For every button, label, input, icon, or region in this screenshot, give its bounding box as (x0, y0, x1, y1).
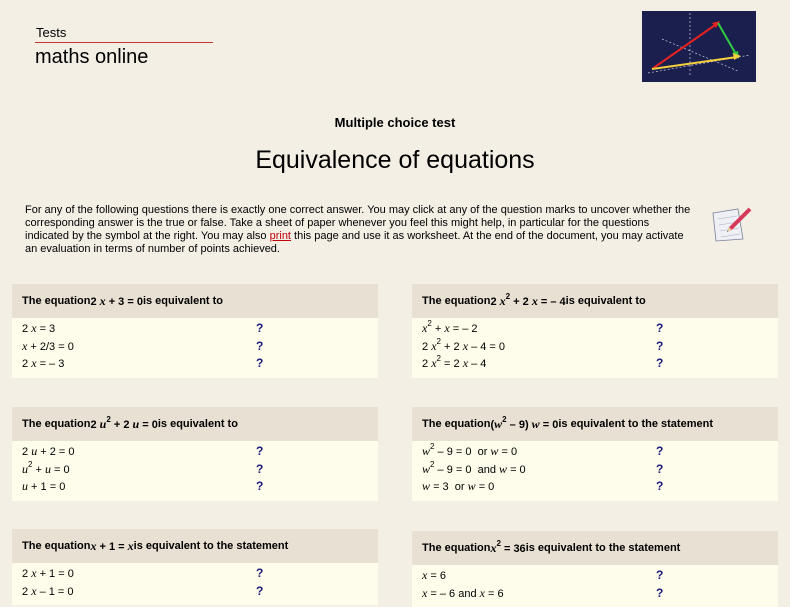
answer-option: 2 x = – 3 ? (12, 355, 378, 373)
answer-option: 2 x = 3 ? (12, 320, 378, 338)
question-equation-display: 2 $u^2 + 2$ u = 0 (90, 414, 158, 431)
question-equation-display: 2 x + 3 = 0 (90, 293, 143, 308)
answer-option: w = 3 or w = 0 ? (412, 478, 778, 496)
reveal-answer-button[interactable]: ? (656, 568, 664, 582)
answer-list (412, 565, 778, 607)
question-card (412, 531, 778, 607)
question-card (12, 529, 378, 605)
answer-option: u + 1 = 0 ? (12, 478, 378, 496)
question-prefix: The equation (22, 540, 91, 552)
answer-option: $u^2 + u = 0$ ? (12, 461, 378, 479)
question-suffix: is equivalent to (142, 295, 224, 307)
answer-list (12, 318, 378, 378)
reveal-answer-button[interactable]: ? (256, 444, 264, 458)
reveal-answer-button[interactable]: ? (656, 444, 664, 458)
reveal-answer-button[interactable]: ? (256, 338, 264, 353)
question-header (12, 407, 378, 441)
reveal-answer-button[interactable]: ? (256, 321, 264, 335)
answer-list (412, 441, 778, 501)
site-branding (35, 25, 213, 69)
question-card (12, 284, 378, 378)
question-card (412, 407, 778, 501)
question-equation-display: x + 1 = x (90, 538, 134, 553)
reveal-answer-button[interactable]: ? (656, 338, 664, 353)
question-header (412, 531, 778, 565)
answer-option: $w^2 - 9 = 0$ and w = 0 ? (412, 461, 778, 479)
question-card (12, 407, 378, 501)
answer-option: $w^2 - 9 = 0$ or w = 0 ? (412, 443, 778, 461)
question-prefix: The equation (22, 295, 91, 307)
intro-text: For any of the following questions there is exactly one correct answer. You may click at any of the question marks to uncover whether the corresponding answer is the true or false. Take a sheet of paper whenever you feel this might help, in particular for the questions indicated by the symbol at the right. You may also (25, 204, 691, 242)
question-header (412, 407, 778, 441)
question-suffix: is equivalent to (157, 418, 238, 430)
vector-diagram-icon (642, 11, 756, 82)
answer-option: 2 x + 1 = 0 ? (12, 565, 378, 583)
question-suffix: is equivalent to (565, 295, 646, 307)
reveal-answer-button[interactable]: ? (256, 461, 264, 476)
question-suffix: is equivalent to the statement (133, 540, 289, 552)
question-card (412, 284, 778, 378)
answer-list (12, 441, 378, 501)
answer-option: $x^2 + x$ = – 2 ? (412, 320, 778, 338)
answer-option: 2 $x^2 = 2$ x – 4 ? (412, 355, 778, 373)
question-equation-display: $x^2 = 36$ (490, 538, 526, 555)
reveal-answer-button[interactable]: ? (256, 583, 264, 598)
question-header (12, 529, 378, 563)
page-title: Equivalence of equations (255, 146, 535, 174)
question-suffix: is equivalent to the statement (525, 542, 681, 554)
reveal-answer-button[interactable]: ? (656, 356, 664, 370)
vector-logo-image (642, 11, 756, 82)
answer-option: 2 u + 2 = 0 ? (12, 443, 378, 461)
intro-text-end: this page and use it as worksheet. At the end of the document, you may activate an evaluation in terms of number of points achieved. (25, 230, 684, 255)
question-header (12, 284, 378, 318)
intro-paragraph (25, 204, 693, 256)
question-suffix: is equivalent to the statement (558, 418, 713, 430)
header-rule (35, 42, 213, 43)
site-name[interactable]: maths online (35, 46, 149, 68)
question-equation-display: 2 $x^2 + 2$ x = – 4 (490, 291, 566, 308)
reveal-answer-button[interactable]: ? (656, 585, 664, 600)
reveal-answer-button[interactable]: ? (256, 356, 264, 370)
answer-option: x + 2/3 = 0 ? (12, 338, 378, 356)
question-prefix: The equation (422, 295, 491, 307)
paper-pencil-icon (710, 205, 756, 243)
question-prefix: The equation (22, 418, 91, 430)
question-header (412, 284, 778, 318)
question-prefix: The equation (422, 542, 491, 554)
answer-option: 2 $x^2 + 2$ x – 4 = 0 ? (412, 338, 778, 356)
answer-option: x = – 6 and x = 6 ? (412, 585, 778, 603)
question-prefix: The equation (422, 418, 491, 430)
answer-option: 2 x – 1 = 0 ? (12, 583, 378, 601)
answer-list (412, 318, 778, 378)
reveal-answer-button[interactable]: ? (656, 321, 664, 335)
print-link[interactable]: print (269, 230, 291, 242)
reveal-answer-button[interactable]: ? (256, 479, 264, 493)
question-equation-display: $(w^2 - 9) w = 0$ (490, 414, 559, 431)
reveal-answer-button[interactable]: ? (656, 461, 664, 476)
section-label: Tests (36, 25, 67, 40)
answer-list (12, 563, 378, 605)
page-subtitle: Multiple choice test (334, 115, 456, 130)
reveal-answer-button[interactable]: ? (656, 479, 664, 493)
reveal-answer-button[interactable]: ? (256, 566, 264, 580)
answer-option: x = 6 ? (412, 567, 778, 585)
